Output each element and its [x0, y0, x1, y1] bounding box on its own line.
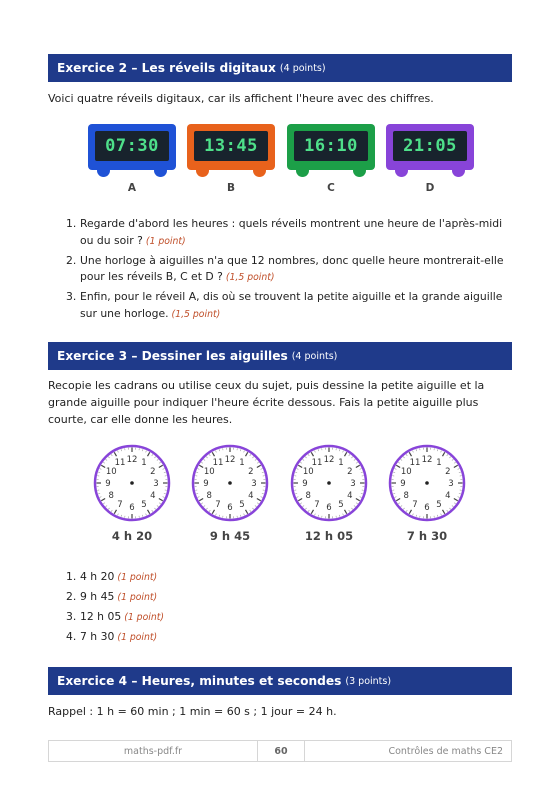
question-points: (1 point): [117, 632, 158, 643]
clock-letter: B: [226, 182, 235, 194]
clock-body: [386, 124, 474, 170]
clock-number: 11: [409, 458, 421, 469]
clock-number: 5: [141, 499, 147, 510]
clock-display: 21:05: [393, 131, 467, 161]
dial-time-label: 7 h 30: [406, 529, 448, 543]
digital-clock: [187, 124, 277, 194]
clock-number: 6: [129, 503, 135, 513]
exercise-4-points: (3 points): [345, 675, 392, 687]
exercise-2-title: Exercice 2 – Les réveils digitaux: [57, 61, 276, 75]
question-item: [66, 253, 512, 287]
clock-number: 9: [203, 479, 209, 489]
clock-number: 6: [227, 503, 233, 513]
question-item: [66, 629, 512, 647]
exercise-3-questions: [66, 569, 512, 649]
page-footer: [48, 740, 512, 762]
dial-time-label: 12 h 05: [304, 529, 354, 543]
question-text: 9 h 45: [80, 590, 115, 603]
question-points: (1 point): [117, 572, 158, 583]
clock-number: 7: [215, 499, 221, 510]
question-item: [66, 289, 512, 323]
clock-number: 8: [403, 491, 409, 501]
question-points: (1,5 point): [171, 308, 221, 320]
question-points: (1 point): [117, 592, 158, 603]
clock-number: 12: [323, 455, 335, 465]
dial-time-label: 4 h 20: [111, 529, 153, 543]
clock-number: 3: [448, 479, 454, 489]
clock-number: 10: [203, 467, 215, 477]
clock-number: 7: [117, 499, 123, 510]
question-points: (1 point): [124, 612, 165, 623]
exercise-3-title: Exercice 3 – Dessiner les aiguilles: [57, 349, 288, 363]
clock-number: 8: [108, 491, 114, 501]
footer-site: maths-pdf.fr: [49, 741, 258, 761]
analog-clock-face: [287, 441, 371, 525]
question-text: 7 h 30: [80, 630, 115, 643]
question-text: Regarde d'abord les heures : quels réveils montrent une heure de l'après-midi ou du soir ?: [80, 217, 503, 247]
question-number: 1.: [66, 570, 77, 583]
clock-center-dot: [130, 481, 134, 485]
clock-number: 4: [150, 491, 156, 501]
clock-number: 3: [350, 479, 356, 489]
clock-number: 12: [126, 455, 138, 465]
clock-number: 3: [153, 479, 159, 489]
clock-number: 10: [105, 467, 117, 477]
clock-number: 1: [141, 458, 147, 469]
clock-number: 1: [239, 458, 245, 469]
clock-body: [187, 124, 275, 170]
exercise-3-banner: [48, 342, 512, 370]
clock-letter: C: [327, 182, 335, 194]
question-number: 3.: [66, 610, 77, 623]
footer-page-number: 60: [258, 741, 305, 761]
clock-display: 16:10: [294, 131, 368, 161]
clock-number: 1: [338, 458, 344, 469]
clock-center-dot: [425, 481, 429, 485]
analog-clock-face: [90, 441, 174, 525]
clock-number: 12: [421, 455, 433, 465]
clock-number: 10: [400, 467, 412, 477]
clock-number: 12: [224, 455, 236, 465]
dial-time-label: 9 h 45: [209, 529, 251, 543]
clock-number: 11: [212, 458, 224, 469]
clock-number: 9: [400, 479, 406, 489]
clock-number: 8: [206, 491, 212, 501]
clock-number: 4: [347, 491, 353, 501]
question-text: Enfin, pour le réveil A, dis où se trouvent la petite aiguille et la grande aiguille sur une horloge.: [80, 290, 503, 320]
clock-body: [88, 124, 176, 170]
exercise-2-points: (4 points): [279, 62, 326, 74]
clock-number: 8: [305, 491, 311, 501]
clock-number: 7: [314, 499, 320, 510]
question-number: 2.: [66, 590, 77, 603]
digital-clock: [287, 124, 377, 194]
exercise-2-banner: [48, 54, 512, 82]
clock-number: 2: [347, 467, 353, 477]
question-text: Une horloge à aiguilles n'a que 12 nombres, donc quelle heure montrerait-elle pour les réveils B, C et D ?: [80, 253, 504, 283]
clock-center-dot: [228, 481, 232, 485]
clock-number: 1: [436, 458, 442, 469]
question-item: [66, 589, 512, 607]
exercise-2-questions: [66, 216, 512, 326]
clock-number: 4: [445, 491, 451, 501]
footer-title: Contrôles de maths CE2: [388, 745, 503, 757]
question-number: 2.: [66, 253, 77, 267]
clock-number: 9: [302, 479, 308, 489]
question-item: [66, 609, 512, 627]
clock-number: 2: [150, 467, 156, 477]
digital-clock: [88, 124, 178, 194]
clock-number: 11: [311, 458, 323, 469]
exercise-2-intro: Voici quatre réveils digitaux, car ils affichent l'heure avec des chiffres.: [48, 92, 434, 105]
question-item: [66, 216, 512, 250]
question-number: 4.: [66, 630, 77, 643]
clock-number: 10: [302, 467, 314, 477]
question-points: (1,5 point): [225, 272, 275, 283]
question-number: 3.: [66, 290, 77, 303]
analog-clock-face: [188, 441, 272, 525]
exercise-4-intro: Rappel : 1 h = 60 min ; 1 min = 60 s ; 1 jour = 24 h.: [48, 705, 337, 718]
exercise-4-title: Exercice 4 – Heures, minutes et secondes: [57, 674, 342, 688]
question-text: 4 h 20: [80, 570, 115, 583]
clock-number: 6: [326, 503, 332, 513]
digital-clock: [386, 124, 476, 194]
clock-number: 9: [105, 479, 111, 489]
analog-clock-face: [385, 441, 469, 525]
exercise-3-points: (4 points): [291, 350, 338, 362]
clock-number: 5: [338, 499, 344, 510]
clock-number: 5: [436, 499, 442, 510]
clock-display: 07:30: [95, 131, 169, 161]
clock-number: 11: [114, 458, 126, 469]
clock-letter: D: [425, 182, 435, 194]
clock-number: 2: [248, 467, 254, 477]
clock-number: 6: [424, 503, 430, 513]
clock-number: 5: [239, 499, 245, 510]
question-number: 1.: [66, 217, 77, 230]
exercise-4-banner: [48, 667, 512, 695]
clock-display: 13:45: [194, 131, 268, 161]
exercise-3-intro: Recopie les cadrans ou utilise ceux du sujet, puis dessine la petite aiguille et la grande aiguille pour indiquer l'heure écrite dessous. Fais la petite aiguille plus courte, car elle donne les heures.: [48, 379, 485, 426]
clock-letter: A: [127, 182, 137, 194]
question-text: 12 h 05: [80, 610, 122, 623]
clock-number: 2: [445, 467, 451, 477]
clock-number: 7: [412, 499, 418, 510]
clock-center-dot: [327, 481, 331, 485]
question-points: (1 point): [145, 235, 186, 247]
clock-number: 4: [248, 491, 254, 501]
question-item: [66, 569, 512, 587]
clock-number: 3: [251, 479, 257, 489]
clock-body: [287, 124, 375, 170]
